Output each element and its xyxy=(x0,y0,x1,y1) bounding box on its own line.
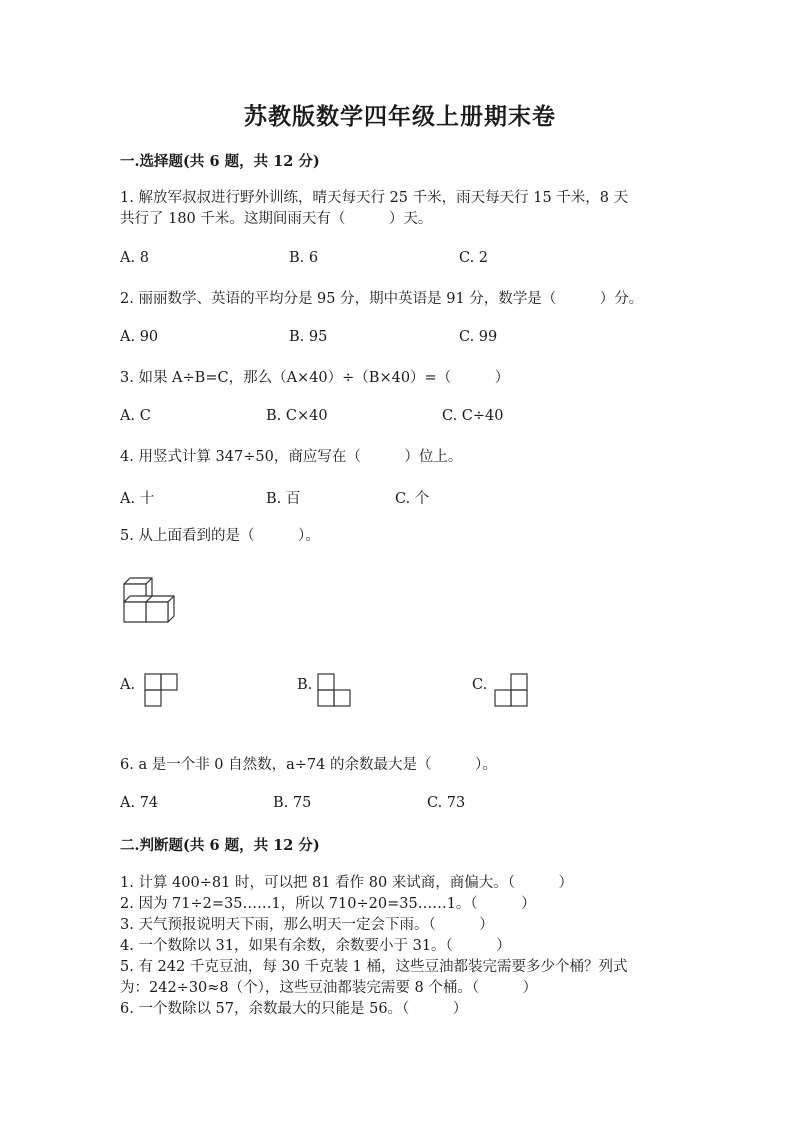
question-4-line-1: 4. 用竖式计算 347÷50，商应写在（ ）位上。 xyxy=(120,449,463,465)
question-6-line-1: 6. a 是一个非 0 自然数，a÷74 的余数最大是（ ）。 xyxy=(120,757,497,773)
question-1-option-a[interactable]: A. 8 xyxy=(120,250,149,266)
question-4-option-b[interactable]: B. 百 xyxy=(266,491,301,507)
question-2-option-a[interactable]: A. 90 xyxy=(120,329,159,345)
judgment-line: 4. 一个数除以 31，如果有余数，余数要小于 31。（ ） xyxy=(120,938,511,954)
section-heading-choice: 一.选择题(共 6 题，共 12 分) xyxy=(120,153,320,170)
question-2-line-1: 2. 丽丽数学、英语的平均分是 95 分，期中英语是 91 分，数学是（ ）分。 xyxy=(120,291,644,307)
question-1-line-2: 共行了 180 千米。这期间雨天有（ ）天。 xyxy=(120,211,433,227)
question-6-option-b[interactable]: B. 75 xyxy=(273,795,312,811)
view-option-b-icon xyxy=(317,673,351,707)
cubes-figure xyxy=(118,577,184,627)
question-6-option-a[interactable]: A. 74 xyxy=(120,795,159,811)
judgment-line: 3. 天气预报说明天下雨，那么明天一定会下雨。（ ） xyxy=(120,917,494,933)
question-3-option-b[interactable]: B. C×40 xyxy=(266,408,328,424)
question-5-line-1: 5. 从上面看到的是（ ）。 xyxy=(120,528,320,544)
judgment-line: 为：242÷30≈8（个），这些豆油都装完需要 8 个桶。（ ） xyxy=(120,980,538,996)
question-4-option-a[interactable]: A. 十 xyxy=(120,491,155,507)
question-5-option-c[interactable]: C. xyxy=(472,677,488,693)
question-5-option-a[interactable]: A. xyxy=(120,677,136,693)
question-3-option-a[interactable]: A. C xyxy=(120,408,151,424)
question-1-option-c[interactable]: C. 2 xyxy=(459,250,489,266)
section-heading-judgment: 二.判断题(共 6 题，共 12 分) xyxy=(120,837,320,854)
view-option-a-icon xyxy=(144,673,178,707)
question-2-option-c[interactable]: C. 99 xyxy=(459,329,498,345)
judgment-line: 5. 有 242 千克豆油，每 30 千克装 1 桶，这些豆油都装完需要多少个桶？列式 xyxy=(120,959,628,975)
question-6-option-c[interactable]: C. 73 xyxy=(427,795,466,811)
question-1-option-b[interactable]: B. 6 xyxy=(289,250,319,266)
question-2-option-b[interactable]: B. 95 xyxy=(289,329,328,345)
question-3-line-1: 3. 如果 A÷B=C，那么（A×40）÷（B×40）=（ ） xyxy=(120,370,510,386)
view-option-c-icon xyxy=(494,673,528,707)
judgment-line: 2. 因为 71÷2=35……1，所以 710÷20=35……1。（ ） xyxy=(120,896,536,912)
judgment-line: 6. 一个数除以 57，余数最大的只能是 56。（ ） xyxy=(120,1001,468,1017)
question-5-option-b[interactable]: B. xyxy=(297,677,313,693)
page-title: 苏教版数学四年级上册期末卷 xyxy=(244,103,556,130)
question-3-option-c[interactable]: C. C÷40 xyxy=(442,408,504,424)
question-4-option-c[interactable]: C. 个 xyxy=(395,491,430,507)
judgment-line: 1. 计算 400÷81 时，可以把 81 看作 80 来试商，商偏大。（ ） xyxy=(120,875,574,891)
question-1-line-1: 1. 解放军叔叔进行野外训练，晴天每天行 25 千米，雨天每天行 15 千米，8 天 xyxy=(120,190,629,206)
